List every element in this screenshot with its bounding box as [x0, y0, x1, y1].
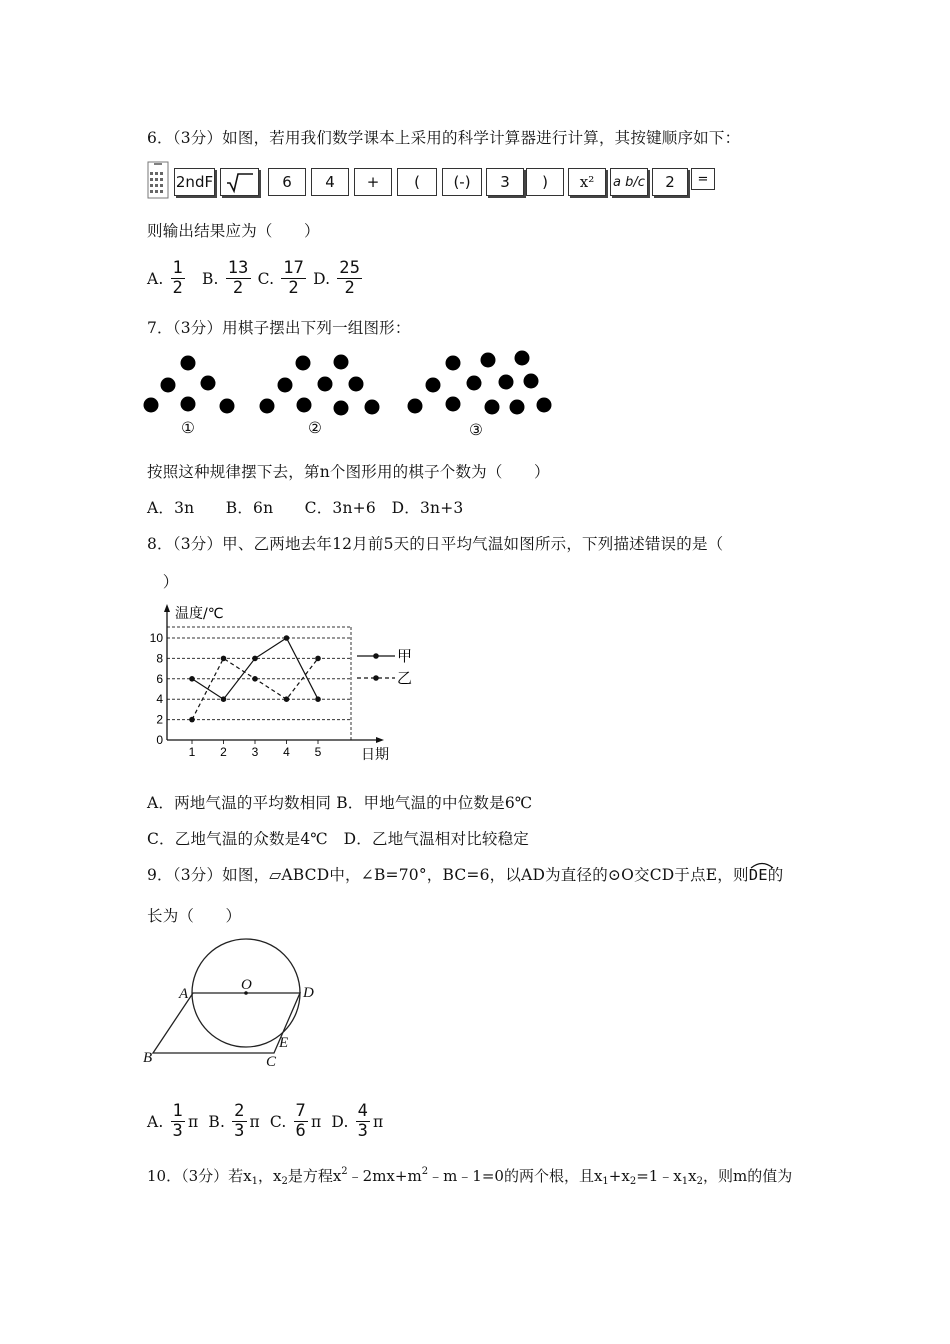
q9-stem: [147, 865, 783, 885]
option-label: A.: [147, 1112, 164, 1131]
option-b-fraction: $\frac{13}{2}$: [227, 258, 249, 298]
y-tick-label: 8: [156, 651, 163, 666]
x-axis-arrow: [376, 737, 384, 743]
y-tick-label: 10: [149, 631, 163, 645]
pi-suffix: π: [249, 1112, 260, 1131]
data-point: [221, 696, 227, 702]
series-line-2: [192, 658, 318, 719]
q7-question: 按照这种规律摆下去，第n个图形用的棋子个数为（ ）: [147, 463, 550, 481]
option-label: B.: [201, 269, 219, 288]
q8-stem: 8．（3分）甲、乙两地去年12月前5天的日平均气温如图所示，下列描述错误的是（: [147, 535, 724, 553]
y-tick-label: 2: [156, 712, 163, 727]
key-close-paren: ): [526, 168, 564, 196]
option-d-fraction: $\frac{4}{3}$: [357, 1101, 369, 1141]
q9-stem-line2: 长为（ ）: [147, 907, 242, 925]
legend-label: 乙: [397, 669, 413, 687]
q8-option-cd: C．乙地气温的众数是4℃ D．乙地气温相对比较稳定: [147, 830, 529, 848]
q9-options: [147, 1102, 383, 1141]
point-c: C: [266, 1054, 277, 1070]
option-label: C.: [269, 1112, 287, 1131]
y-tick-label: 0: [156, 733, 163, 747]
option-a-fraction: $\frac{1}{3}$: [172, 1101, 183, 1141]
key-6: 6: [268, 168, 306, 196]
sqrt-icon: [225, 171, 255, 193]
parallelogram-circle-figure: [140, 935, 340, 1075]
arc-icon: [749, 861, 775, 869]
q7-stem: 7．（3分）用棋子摆出下列一组图形：: [147, 319, 411, 337]
x-tick-label: 1: [188, 745, 196, 759]
point-o: O: [241, 977, 252, 993]
q8-option-ab: A．两地气温的平均数相同 B．甲地气温的中位数是6℃: [147, 794, 533, 812]
x-tick-label: 4: [283, 745, 290, 759]
data-point: [252, 676, 258, 682]
data-point: [284, 635, 290, 641]
data-point: [315, 696, 321, 702]
option-label: D.: [313, 269, 331, 288]
figure-label-1: ①: [181, 419, 196, 437]
data-point: [221, 656, 227, 662]
q9-stem-pre: 9．（3分）如图，▱ABCD中，∠B=70°，BC=6，以AD为直径的⊙O交CD于点E，则: [147, 866, 749, 884]
option-c-fraction: $\frac{17}{2}$: [283, 258, 305, 298]
q6-options: [147, 259, 365, 298]
legend-marker: [373, 675, 379, 681]
option-d-fraction: $\frac{25}{2}$: [339, 258, 361, 298]
option-a-fraction: $\frac{1}{2}$: [172, 258, 183, 298]
x-axis-label: 日期: [361, 747, 389, 763]
series-line-1: [192, 638, 318, 699]
q9-stem-post: 的: [767, 866, 784, 884]
option-label: D.: [331, 1112, 349, 1131]
key-2: 2: [652, 168, 688, 196]
y-tick-label: 6: [156, 671, 163, 686]
option-c-fraction: $\frac{7}{6}$: [295, 1101, 306, 1141]
option-b-fraction: $\frac{2}{3}$: [234, 1101, 245, 1141]
x-tick-label: 5: [314, 745, 322, 759]
key-fraction: a b/c: [610, 168, 648, 196]
temperature-line-chart: [140, 600, 413, 770]
legend-marker: [373, 653, 379, 659]
key-2ndf: 2ndF: [174, 168, 215, 196]
key-sqrt: [220, 168, 259, 196]
pi-suffix: π: [187, 1112, 199, 1131]
pi-suffix: π: [310, 1112, 322, 1131]
q8-stem-cont: ）: [147, 573, 179, 591]
point-a: A: [179, 986, 189, 1002]
q6-result-prompt: 则输出结果应为（ ）: [147, 222, 320, 240]
key-open-paren: (: [397, 168, 437, 196]
point-d: D: [303, 985, 314, 1001]
key-negative: (-): [442, 168, 482, 196]
arc-de: DE: [749, 865, 768, 885]
point-e: E: [279, 1035, 289, 1051]
figure-label-2: ②: [308, 419, 323, 437]
q6-stem: 6．（3分）如图，若用我们数学课本上采用的科学计算器进行计算，其按键顺序如下：: [147, 129, 741, 147]
data-point: [284, 696, 290, 702]
key-3: 3: [486, 168, 524, 196]
data-point: [252, 656, 258, 662]
data-point: [189, 717, 195, 723]
point-b: B: [143, 1050, 153, 1066]
x-tick-label: 3: [251, 745, 259, 759]
q7-options: A．3n B．6n C．3n+6 D．3n+3: [147, 499, 464, 517]
option-label: B.: [208, 1112, 226, 1131]
option-label: C.: [257, 269, 275, 288]
x-tick-label: 2: [220, 745, 227, 759]
pi-suffix: π: [373, 1112, 384, 1131]
data-point: [189, 676, 195, 682]
y-axis-label: 温度/℃: [175, 606, 224, 622]
option-label: A.: [147, 269, 164, 288]
figure-label-3: ③: [469, 421, 484, 439]
key-plus: +: [354, 168, 392, 196]
y-axis-arrow: [164, 604, 170, 612]
chess-pieces-figure: [140, 345, 560, 445]
key-4: 4: [311, 168, 349, 196]
calculator-icon: [146, 160, 170, 200]
q10-stem: 10．（3分）若$x_1$，$x_2$是方程$x^2﹣2mx+m^2﹣m﹣1=0$的两个根，且$x_1+x_2=1﹣x_1x_2$，则m的值为: [147, 1166, 793, 1187]
y-tick-label: 4: [156, 692, 163, 707]
key-square: x²: [568, 168, 606, 196]
data-point: [315, 656, 321, 662]
legend-label: 甲: [397, 647, 413, 665]
key-equals: =: [691, 168, 715, 190]
